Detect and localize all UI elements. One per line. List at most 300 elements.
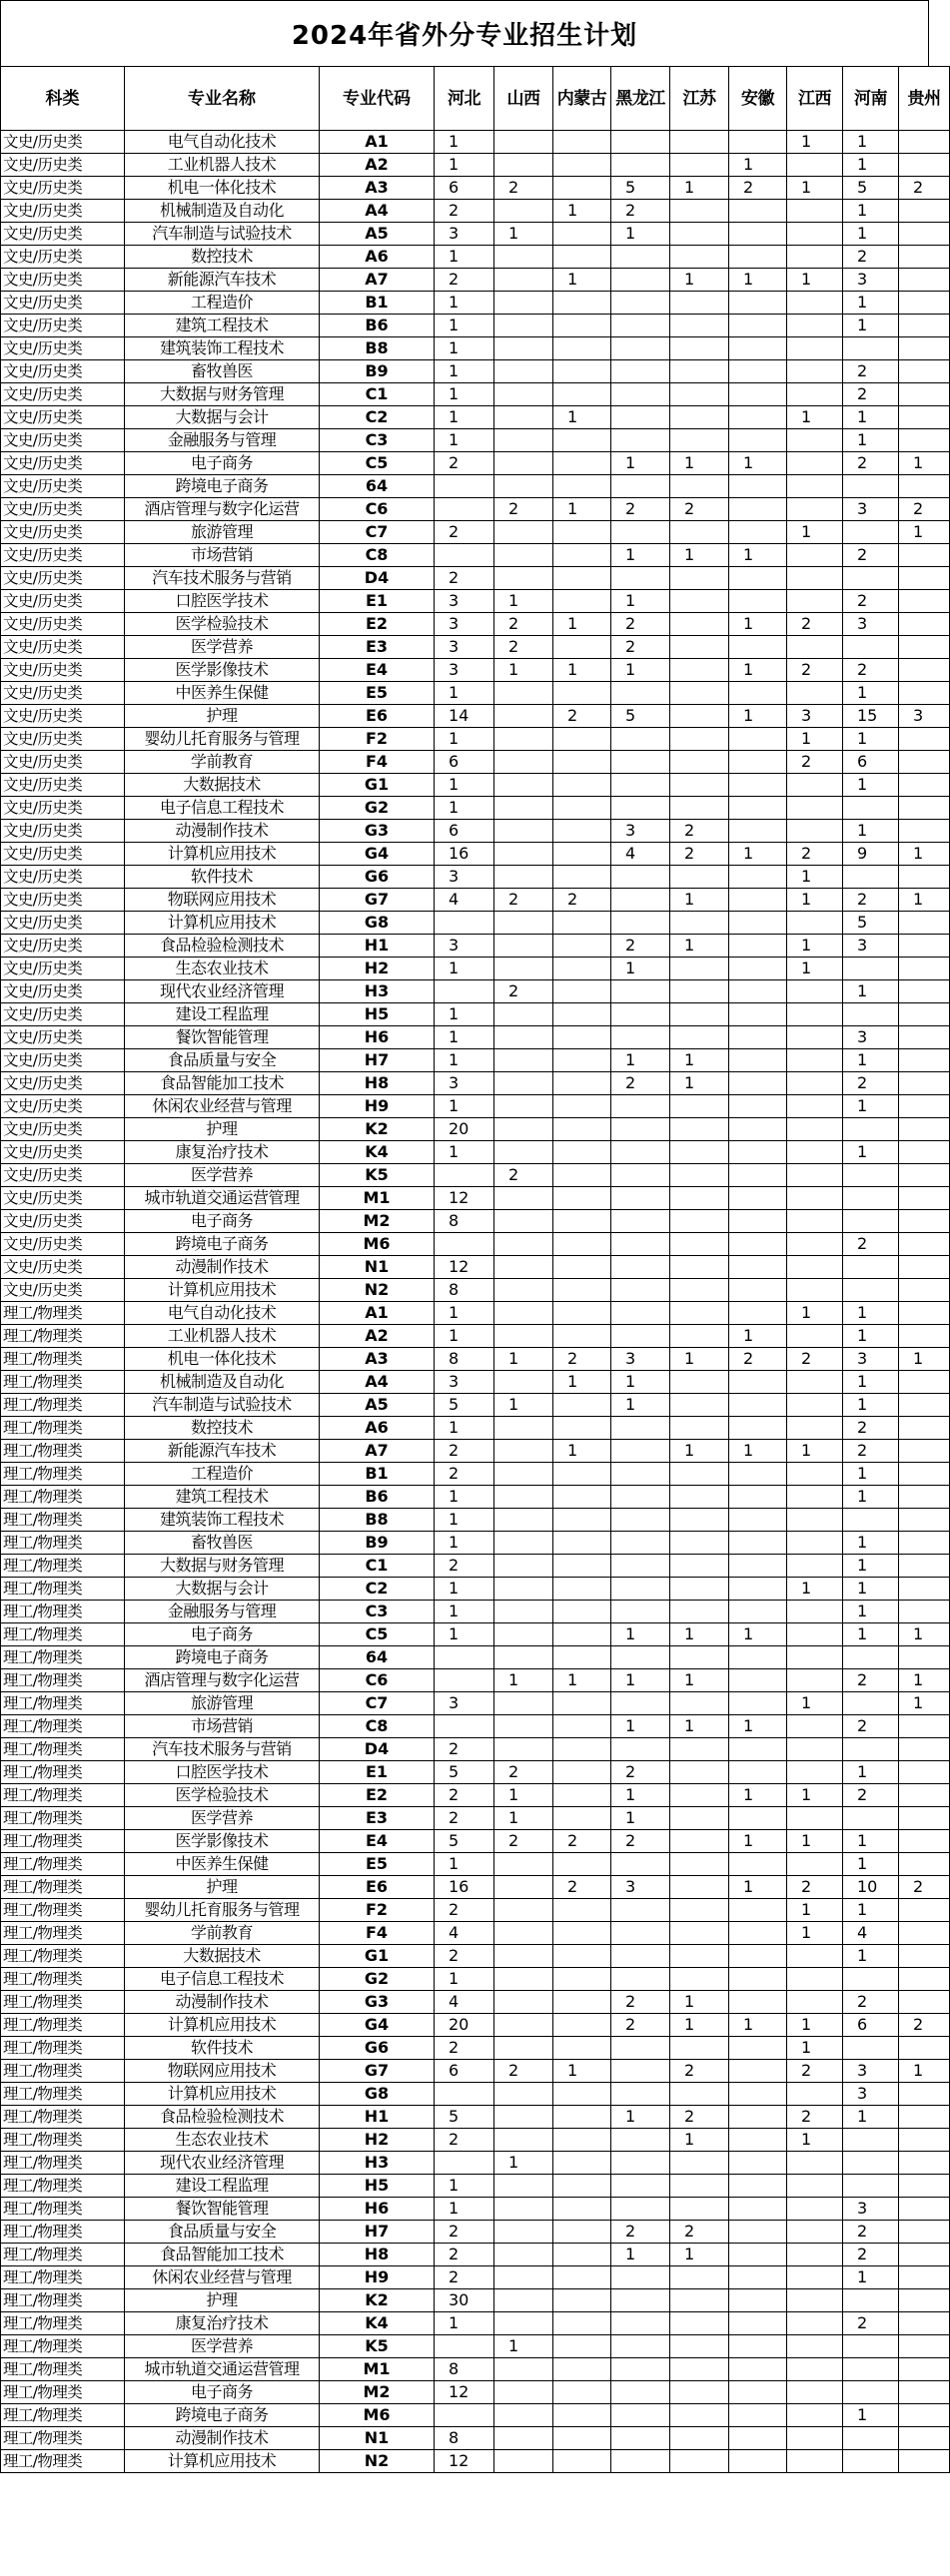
count-cell-jiangsu (670, 1164, 729, 1187)
table-row (1, 751, 950, 774)
count-cell-neimenggu (553, 292, 611, 315)
count-cell-henan (843, 2381, 899, 2404)
table-row (1, 1371, 950, 1394)
count-cell-heilongjiang (611, 1738, 670, 1761)
count-cell-jiangsu: 1 (670, 1440, 729, 1463)
table-row (1, 337, 950, 360)
category-cell: 理工/物理类 (1, 1325, 125, 1348)
count-cell-hebei: 1 (435, 1095, 494, 1118)
count-cell-anhui (729, 1187, 787, 1210)
count-cell-hebei (435, 2404, 494, 2427)
major-name-cell: 学前教育 (125, 1922, 320, 1945)
major-code-cell: F2 (320, 1899, 435, 1922)
major-name-cell: 动漫制作技术 (125, 2427, 320, 2450)
count-cell-anhui (729, 2312, 787, 2335)
count-cell-henan: 3 (843, 1348, 899, 1371)
count-cell-jiangsu (670, 1118, 729, 1141)
count-cell-heilongjiang (611, 912, 670, 935)
count-cell-shanxi (494, 2198, 553, 2221)
table-row (1, 2175, 950, 2198)
category-cell: 文史/历史类 (1, 544, 125, 567)
major-code-cell: K2 (320, 2289, 435, 2312)
count-cell-neimenggu (553, 2450, 611, 2473)
count-cell-neimenggu (553, 980, 611, 1003)
count-cell-neimenggu: 1 (553, 200, 611, 223)
count-cell-anhui (729, 1807, 787, 1830)
major-code-cell: B1 (320, 292, 435, 315)
major-name-cell: 汽车制造与试验技术 (125, 1394, 320, 1417)
count-cell-anhui (729, 360, 787, 383)
count-cell-neimenggu: 1 (553, 659, 611, 682)
count-cell-guizhou (899, 2404, 950, 2427)
table-row (1, 1922, 950, 1945)
count-cell-anhui: 1 (729, 1715, 787, 1738)
count-cell-heilongjiang (611, 2312, 670, 2335)
category-cell: 理工/物理类 (1, 2083, 125, 2106)
count-cell-anhui (729, 682, 787, 705)
category-cell: 理工/物理类 (1, 2037, 125, 2060)
category-cell: 文史/历史类 (1, 223, 125, 246)
category-cell: 理工/物理类 (1, 2244, 125, 2266)
major-code-cell: G2 (320, 1968, 435, 1991)
major-name-cell: 跨境电子商务 (125, 1233, 320, 1256)
category-cell: 文史/历史类 (1, 475, 125, 498)
count-cell-hebei: 1 (435, 1049, 494, 1072)
count-cell-jiangxi: 1 (787, 1578, 843, 1601)
table-row (1, 659, 950, 682)
count-cell-heilongjiang (611, 2427, 670, 2450)
count-cell-neimenggu (553, 475, 611, 498)
count-cell-guizhou (899, 1555, 950, 1578)
count-cell-anhui (729, 567, 787, 590)
count-cell-jiangxi (787, 1026, 843, 1049)
count-cell-hebei (435, 1164, 494, 1187)
count-cell-heilongjiang (611, 1003, 670, 1026)
major-name-cell: 数控技术 (125, 246, 320, 269)
table-row (1, 1876, 950, 1899)
count-cell-anhui (729, 1945, 787, 1968)
count-cell-hebei: 2 (435, 567, 494, 590)
count-cell-jiangxi (787, 1417, 843, 1440)
table-row (1, 2106, 950, 2129)
major-code-cell: H9 (320, 1095, 435, 1118)
major-name-cell: 物联网应用技术 (125, 889, 320, 912)
major-name-cell: 电子商务 (125, 452, 320, 475)
count-cell-guizhou (899, 2129, 950, 2152)
major-name-cell: 畜牧兽医 (125, 360, 320, 383)
category-cell: 理工/物理类 (1, 1555, 125, 1578)
count-cell-henan: 2 (843, 1233, 899, 1256)
category-cell: 文史/历史类 (1, 406, 125, 429)
count-cell-heilongjiang (611, 2358, 670, 2381)
category-cell: 文史/历史类 (1, 797, 125, 820)
count-cell-neimenggu (553, 912, 611, 935)
count-cell-shanxi (494, 1417, 553, 1440)
count-cell-hebei: 1 (435, 1141, 494, 1164)
major-code-cell: C5 (320, 1623, 435, 1646)
count-cell-jiangxi (787, 246, 843, 269)
category-cell: 文史/历史类 (1, 315, 125, 337)
page-title: 2024年省外分专业招生计划 (0, 0, 929, 67)
count-cell-jiangxi: 1 (787, 1302, 843, 1325)
count-cell-henan: 1 (843, 154, 899, 177)
count-cell-guizhou (899, 1210, 950, 1233)
count-cell-jiangxi: 1 (787, 1692, 843, 1715)
count-cell-henan: 1 (843, 2266, 899, 2289)
count-cell-guizhou (899, 475, 950, 498)
count-cell-hebei: 2 (435, 2221, 494, 2244)
major-name-cell: 城市轨道交通运营管理 (125, 2358, 320, 2381)
major-code-cell: G8 (320, 2083, 435, 2106)
count-cell-jiangxi (787, 1141, 843, 1164)
count-cell-jiangxi: 1 (787, 1922, 843, 1945)
count-cell-neimenggu (553, 1899, 611, 1922)
count-cell-guizhou (899, 659, 950, 682)
count-cell-jiangxi (787, 912, 843, 935)
table-row (1, 774, 950, 797)
count-cell-jiangxi (787, 1555, 843, 1578)
count-cell-henan (843, 1256, 899, 1279)
count-cell-anhui (729, 429, 787, 452)
table-row (1, 1072, 950, 1095)
count-cell-neimenggu (553, 1715, 611, 1738)
count-cell-anhui (729, 1646, 787, 1669)
count-cell-shanxi (494, 2266, 553, 2289)
count-cell-jiangxi: 1 (787, 728, 843, 751)
count-cell-anhui: 1 (729, 1876, 787, 1899)
table-row (1, 1853, 950, 1876)
count-cell-neimenggu (553, 337, 611, 360)
count-cell-neimenggu (553, 2037, 611, 2060)
count-cell-shanxi (494, 1463, 553, 1486)
count-cell-jiangxi (787, 1003, 843, 1026)
category-cell: 理工/物理类 (1, 2289, 125, 2312)
count-cell-shanxi: 2 (494, 1164, 553, 1187)
count-cell-henan (843, 1187, 899, 1210)
table-row (1, 1302, 950, 1325)
major-name-cell: 金融服务与管理 (125, 1601, 320, 1623)
count-cell-shanxi: 1 (494, 223, 553, 246)
count-cell-jiangsu (670, 866, 729, 889)
count-cell-heilongjiang (611, 751, 670, 774)
count-cell-heilongjiang: 2 (611, 613, 670, 636)
count-cell-hebei (435, 2083, 494, 2106)
category-cell: 文史/历史类 (1, 429, 125, 452)
table-row (1, 406, 950, 429)
major-name-cell: 工业机器人技术 (125, 1325, 320, 1348)
count-cell-guizhou (899, 1302, 950, 1325)
header-cell: 河南 (843, 67, 899, 131)
major-name-cell: 食品检验检测技术 (125, 935, 320, 958)
table-row (1, 2221, 950, 2244)
count-cell-jiangxi (787, 2083, 843, 2106)
table-row (1, 1761, 950, 1784)
table-row (1, 843, 950, 866)
table-row (1, 1991, 950, 2014)
count-cell-neimenggu (553, 2427, 611, 2450)
category-cell: 文史/历史类 (1, 154, 125, 177)
count-cell-hebei (435, 2335, 494, 2358)
major-code-cell: E5 (320, 1853, 435, 1876)
count-cell-henan: 3 (843, 2083, 899, 2106)
count-cell-jiangxi: 2 (787, 613, 843, 636)
count-cell-jiangsu (670, 1463, 729, 1486)
category-cell: 文史/历史类 (1, 131, 125, 154)
category-cell: 理工/物理类 (1, 2060, 125, 2083)
major-code-cell: C3 (320, 429, 435, 452)
count-cell-guizhou: 1 (899, 452, 950, 475)
count-cell-shanxi (494, 1899, 553, 1922)
count-cell-jiangsu (670, 337, 729, 360)
count-cell-anhui (729, 315, 787, 337)
count-cell-hebei: 1 (435, 1417, 494, 1440)
count-cell-hebei: 2 (435, 1738, 494, 1761)
count-cell-neimenggu (553, 1118, 611, 1141)
count-cell-heilongjiang (611, 797, 670, 820)
count-cell-henan: 1 (843, 1578, 899, 1601)
count-cell-heilongjiang (611, 1256, 670, 1279)
major-code-cell: H8 (320, 1072, 435, 1095)
major-code-cell: K2 (320, 1118, 435, 1141)
count-cell-hebei: 1 (435, 958, 494, 980)
major-name-cell: 大数据技术 (125, 1945, 320, 1968)
count-cell-neimenggu (553, 797, 611, 820)
count-cell-jiangxi: 1 (787, 131, 843, 154)
category-cell: 理工/物理类 (1, 1899, 125, 1922)
category-cell: 理工/物理类 (1, 1463, 125, 1486)
major-code-cell: A3 (320, 177, 435, 200)
count-cell-jiangsu (670, 2312, 729, 2335)
count-cell-jiangxi: 1 (787, 958, 843, 980)
count-cell-guizhou (899, 2175, 950, 2198)
count-cell-anhui (729, 2404, 787, 2427)
count-cell-shanxi (494, 1646, 553, 1669)
count-cell-hebei: 2 (435, 2266, 494, 2289)
count-cell-jiangsu: 1 (670, 452, 729, 475)
major-code-cell: G7 (320, 2060, 435, 2083)
count-cell-henan (843, 1807, 899, 1830)
count-cell-heilongjiang (611, 269, 670, 292)
major-name-cell: 物联网应用技术 (125, 2060, 320, 2083)
major-name-cell: 工业机器人技术 (125, 154, 320, 177)
major-code-cell: C8 (320, 1715, 435, 1738)
category-cell: 文史/历史类 (1, 383, 125, 406)
count-cell-shanxi (494, 774, 553, 797)
table-row (1, 1003, 950, 1026)
major-name-cell: 餐饮智能管理 (125, 2198, 320, 2221)
major-code-cell: A1 (320, 1302, 435, 1325)
count-cell-jiangsu (670, 521, 729, 544)
count-cell-heilongjiang (611, 292, 670, 315)
count-cell-heilongjiang (611, 1555, 670, 1578)
count-cell-shanxi (494, 682, 553, 705)
count-cell-heilongjiang: 1 (611, 223, 670, 246)
count-cell-hebei: 5 (435, 1394, 494, 1417)
major-name-cell: 护理 (125, 1118, 320, 1141)
category-cell: 理工/物理类 (1, 1922, 125, 1945)
count-cell-anhui (729, 2175, 787, 2198)
count-cell-guizhou (899, 337, 950, 360)
count-cell-neimenggu: 2 (553, 705, 611, 728)
count-cell-shanxi (494, 1715, 553, 1738)
count-cell-guizhou (899, 1187, 950, 1210)
count-cell-henan (843, 2358, 899, 2381)
count-cell-hebei: 1 (435, 2198, 494, 2221)
count-cell-guizhou (899, 1233, 950, 1256)
category-cell: 文史/历史类 (1, 1072, 125, 1095)
major-name-cell: 电子信息工程技术 (125, 1968, 320, 1991)
count-cell-jiangsu (670, 1325, 729, 1348)
category-cell: 文史/历史类 (1, 1187, 125, 1210)
count-cell-jiangsu (670, 2427, 729, 2450)
count-cell-heilongjiang (611, 980, 670, 1003)
count-cell-jiangxi (787, 1095, 843, 1118)
count-cell-anhui (729, 2083, 787, 2106)
header-cell: 山西 (494, 67, 553, 131)
count-cell-henan: 1 (843, 292, 899, 315)
count-cell-jiangxi: 1 (787, 177, 843, 200)
count-cell-shanxi (494, 958, 553, 980)
count-cell-jiangsu (670, 682, 729, 705)
major-name-cell: 中医养生保健 (125, 682, 320, 705)
major-name-cell: 医学营养 (125, 1807, 320, 1830)
count-cell-jiangxi (787, 1371, 843, 1394)
major-name-cell: 酒店管理与数字化运营 (125, 1669, 320, 1692)
count-cell-hebei: 1 (435, 1532, 494, 1555)
major-name-cell: 休闲农业经营与管理 (125, 1095, 320, 1118)
count-cell-anhui (729, 1302, 787, 1325)
count-cell-jiangxi (787, 1072, 843, 1095)
category-cell: 文史/历史类 (1, 958, 125, 980)
count-cell-jiangxi (787, 1853, 843, 1876)
table-row (1, 1049, 950, 1072)
count-cell-anhui (729, 498, 787, 521)
count-cell-heilongjiang: 2 (611, 1072, 670, 1095)
count-cell-jiangxi (787, 1049, 843, 1072)
count-cell-neimenggu (553, 2083, 611, 2106)
count-cell-heilongjiang (611, 1532, 670, 1555)
count-cell-henan: 1 (843, 1371, 899, 1394)
count-cell-shanxi (494, 1922, 553, 1945)
count-cell-henan (843, 1210, 899, 1233)
count-cell-neimenggu (553, 177, 611, 200)
major-name-cell: 跨境电子商务 (125, 2404, 320, 2427)
major-code-cell: C7 (320, 1692, 435, 1715)
count-cell-anhui (729, 1003, 787, 1026)
count-cell-hebei: 5 (435, 1830, 494, 1853)
category-cell: 文史/历史类 (1, 866, 125, 889)
count-cell-henan: 1 (843, 131, 899, 154)
count-cell-neimenggu (553, 2289, 611, 2312)
table-row (1, 498, 950, 521)
count-cell-jiangxi: 1 (787, 269, 843, 292)
category-cell: 理工/物理类 (1, 1509, 125, 1532)
count-cell-hebei: 3 (435, 1692, 494, 1715)
count-cell-anhui (729, 1049, 787, 1072)
count-cell-heilongjiang (611, 360, 670, 383)
category-cell: 理工/物理类 (1, 1761, 125, 1784)
major-code-cell: E1 (320, 590, 435, 613)
count-cell-jiangsu (670, 1394, 729, 1417)
category-cell: 文史/历史类 (1, 1210, 125, 1233)
count-cell-hebei: 1 (435, 315, 494, 337)
major-name-cell: 市场营销 (125, 1715, 320, 1738)
header-cell: 安徽 (729, 67, 787, 131)
count-cell-neimenggu (553, 1555, 611, 1578)
count-cell-jiangxi (787, 1187, 843, 1210)
count-cell-neimenggu (553, 843, 611, 866)
count-cell-heilongjiang: 1 (611, 1784, 670, 1807)
count-cell-shanxi (494, 452, 553, 475)
count-cell-henan: 2 (843, 452, 899, 475)
count-cell-anhui (729, 2381, 787, 2404)
count-cell-guizhou (899, 774, 950, 797)
count-cell-neimenggu (553, 2335, 611, 2358)
count-cell-jiangsu (670, 613, 729, 636)
major-code-cell: N2 (320, 1279, 435, 1302)
count-cell-hebei (435, 1715, 494, 1738)
count-cell-jiangsu (670, 567, 729, 590)
count-cell-neimenggu (553, 1853, 611, 1876)
major-code-cell: H7 (320, 1049, 435, 1072)
count-cell-jiangsu (670, 980, 729, 1003)
major-name-cell: 新能源汽车技术 (125, 1440, 320, 1463)
count-cell-anhui (729, 728, 787, 751)
count-cell-henan (843, 1646, 899, 1669)
count-cell-henan: 1 (843, 1830, 899, 1853)
count-cell-jiangxi (787, 2450, 843, 2473)
table-row (1, 2358, 950, 2381)
count-cell-shanxi (494, 797, 553, 820)
table-row (1, 2335, 950, 2358)
count-cell-anhui (729, 2060, 787, 2083)
count-cell-neimenggu (553, 1394, 611, 1417)
count-cell-anhui (729, 475, 787, 498)
count-cell-jiangsu (670, 1555, 729, 1578)
count-cell-heilongjiang: 5 (611, 705, 670, 728)
count-cell-anhui (729, 1486, 787, 1509)
category-cell: 理工/物理类 (1, 2427, 125, 2450)
count-cell-neimenggu (553, 590, 611, 613)
count-cell-neimenggu (553, 383, 611, 406)
count-cell-jiangsu: 1 (670, 2014, 729, 2037)
table-row (1, 2312, 950, 2335)
count-cell-jiangxi (787, 797, 843, 820)
count-cell-anhui (729, 774, 787, 797)
count-cell-jiangsu (670, 406, 729, 429)
count-cell-jiangsu (670, 1692, 729, 1715)
major-code-cell: C2 (320, 1578, 435, 1601)
count-cell-jiangxi (787, 1256, 843, 1279)
table-row (1, 682, 950, 705)
count-cell-shanxi (494, 475, 553, 498)
count-cell-shanxi (494, 1991, 553, 2014)
count-cell-henan: 1 (843, 1486, 899, 1509)
major-code-cell: A7 (320, 1440, 435, 1463)
major-name-cell: 畜牧兽医 (125, 1532, 320, 1555)
count-cell-jiangsu (670, 2037, 729, 2060)
count-cell-guizhou (899, 1945, 950, 1968)
count-cell-hebei: 1 (435, 1968, 494, 1991)
count-cell-guizhou: 3 (899, 705, 950, 728)
count-cell-guizhou (899, 567, 950, 590)
major-name-cell: 计算机应用技术 (125, 2014, 320, 2037)
major-name-cell: 汽车制造与试验技术 (125, 223, 320, 246)
count-cell-shanxi (494, 2427, 553, 2450)
major-code-cell: M2 (320, 2381, 435, 2404)
count-cell-heilongjiang (611, 154, 670, 177)
major-name-cell: 学前教育 (125, 751, 320, 774)
